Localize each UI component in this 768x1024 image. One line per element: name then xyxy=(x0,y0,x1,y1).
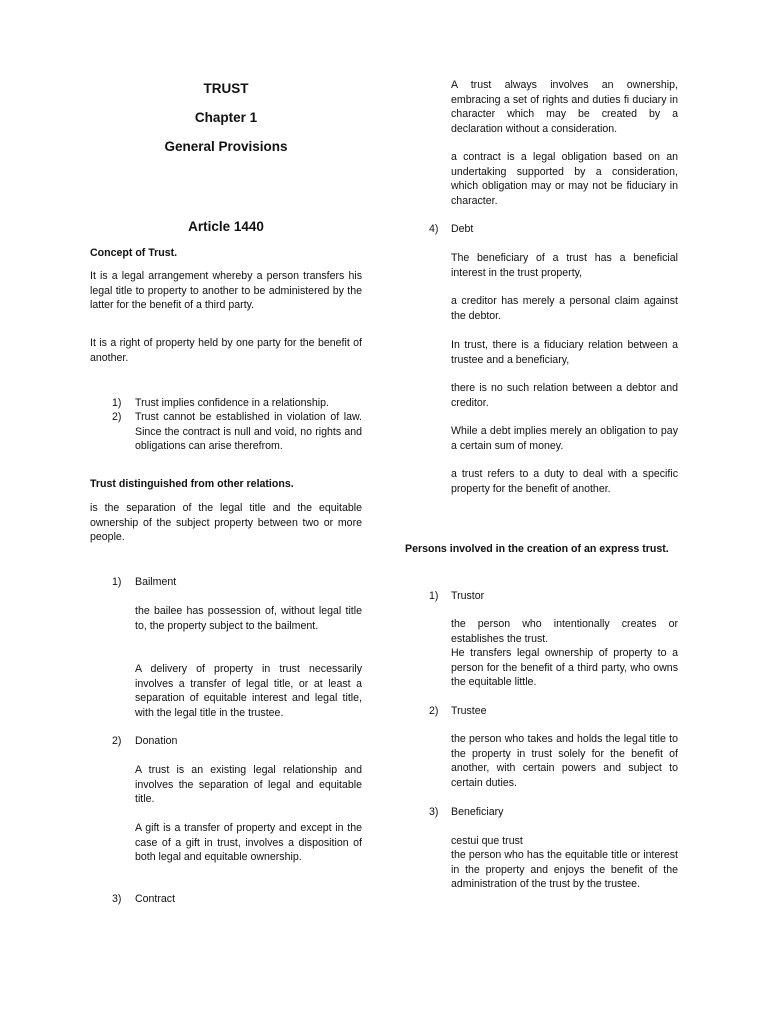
distinguished-paragraph: is the separation of the legal title and the equitable ownership of the subject property between two or more people. xyxy=(90,502,362,543)
list-item: Trust cannot be established in violation of law. Since the contract is null and void, no rights and obligations can arise therefrom. xyxy=(135,411,362,452)
list-number: 3) xyxy=(429,806,439,818)
trustor-label: Trustor xyxy=(451,590,485,602)
list-number: 3) xyxy=(112,893,122,905)
donation-paragraph-1: A trust is an existing legal relationship and involves the separation of legal and equitable title. xyxy=(135,764,362,805)
trustee-paragraph: the person who takes and holds the legal title to the property in trust solely for the benefit of another, with certain powers and subject to certain duties. xyxy=(451,733,678,789)
contract-paragraph-1: A trust always involves an ownership, embracing a set of rights and duties fi duciary in character which may be created by a declaration without a consideration. xyxy=(451,79,678,135)
contract-label: Contract xyxy=(135,893,176,905)
bailment-paragraph-1: the bailee has possession of, without legal title to, the property subject to the bailment. xyxy=(135,605,362,632)
chapter-heading: Chapter 1 xyxy=(194,110,258,125)
concept-paragraph-1: It is a legal arrangement whereby a person transfers his legal title to property to another to be administered by the latter for the benefit of a third party. xyxy=(90,270,362,311)
concept-heading: Concept of Trust. xyxy=(90,247,178,259)
list-number: 2) xyxy=(112,735,122,747)
donation-label: Donation xyxy=(135,735,178,747)
contract-paragraph-2: a contract is a legal obligation based on an undertaking supported by a consideration, which obligation may or may not be fiduciary in character. xyxy=(451,151,678,207)
list-number: 1) xyxy=(112,397,122,409)
beneficiary-paragraph-2: the person who has the equitable title or interest in the property and enjoys the benefit of the administration of the trust by the trustee. xyxy=(451,849,678,890)
document-title: TRUST xyxy=(203,81,249,96)
debt-paragraph-2: a creditor has merely a personal claim against the debtor. xyxy=(451,295,678,322)
list-number: 2) xyxy=(429,705,439,717)
debt-paragraph-1: The beneficiary of a trust has a beneficial interest in the trust property, xyxy=(451,252,678,279)
list-number: 1) xyxy=(112,576,122,588)
persons-heading: Persons involved in the creation of an express trust. xyxy=(405,543,669,555)
debt-paragraph-6: a trust refers to a duty to deal with a specific property for the benefit of another. xyxy=(451,468,678,495)
trustor-paragraph-1: the person who intentionally creates or establishes the trust. xyxy=(451,618,678,645)
bailment-label: Bailment xyxy=(135,576,177,588)
distinguished-heading: Trust distinguished from other relations. xyxy=(90,478,294,490)
bailment-paragraph-2: A delivery of property in trust necessarily involves a transfer of legal title, or at least a separation of equitable interest and legal title, with the legal title in the trustee. xyxy=(135,663,362,719)
list-number: 2) xyxy=(112,411,122,423)
general-provisions-heading: General Provisions xyxy=(164,139,288,154)
beneficiary-label: Beneficiary xyxy=(451,806,504,818)
trustee-label: Trustee xyxy=(451,705,487,717)
debt-paragraph-5: While a debt implies merely an obligation to pay a certain sum of money. xyxy=(451,425,678,452)
donation-paragraph-2: A gift is a transfer of property and except in the case of a gift in trust, involves a disposition of both legal and equitable ownership. xyxy=(135,822,362,863)
list-item: Trust implies confidence in a relationship. xyxy=(135,397,329,409)
trustor-paragraph-2: He transfers legal ownership of property to a person for the benefit of a third party, who owns the equitable little. xyxy=(451,647,678,688)
debt-label: Debt xyxy=(451,223,474,235)
list-number: 4) xyxy=(429,223,439,235)
list-number: 1) xyxy=(429,590,439,602)
article-heading: Article 1440 xyxy=(188,219,264,234)
debt-paragraph-4: there is no such relation between a debtor and creditor. xyxy=(451,382,678,409)
debt-paragraph-3: In trust, there is a fiduciary relation between a trustee and a beneficiary, xyxy=(451,339,678,366)
concept-paragraph-2: It is a right of property held by one party for the benefit of another. xyxy=(90,337,362,364)
beneficiary-paragraph-1: cestui que trust xyxy=(451,835,523,847)
